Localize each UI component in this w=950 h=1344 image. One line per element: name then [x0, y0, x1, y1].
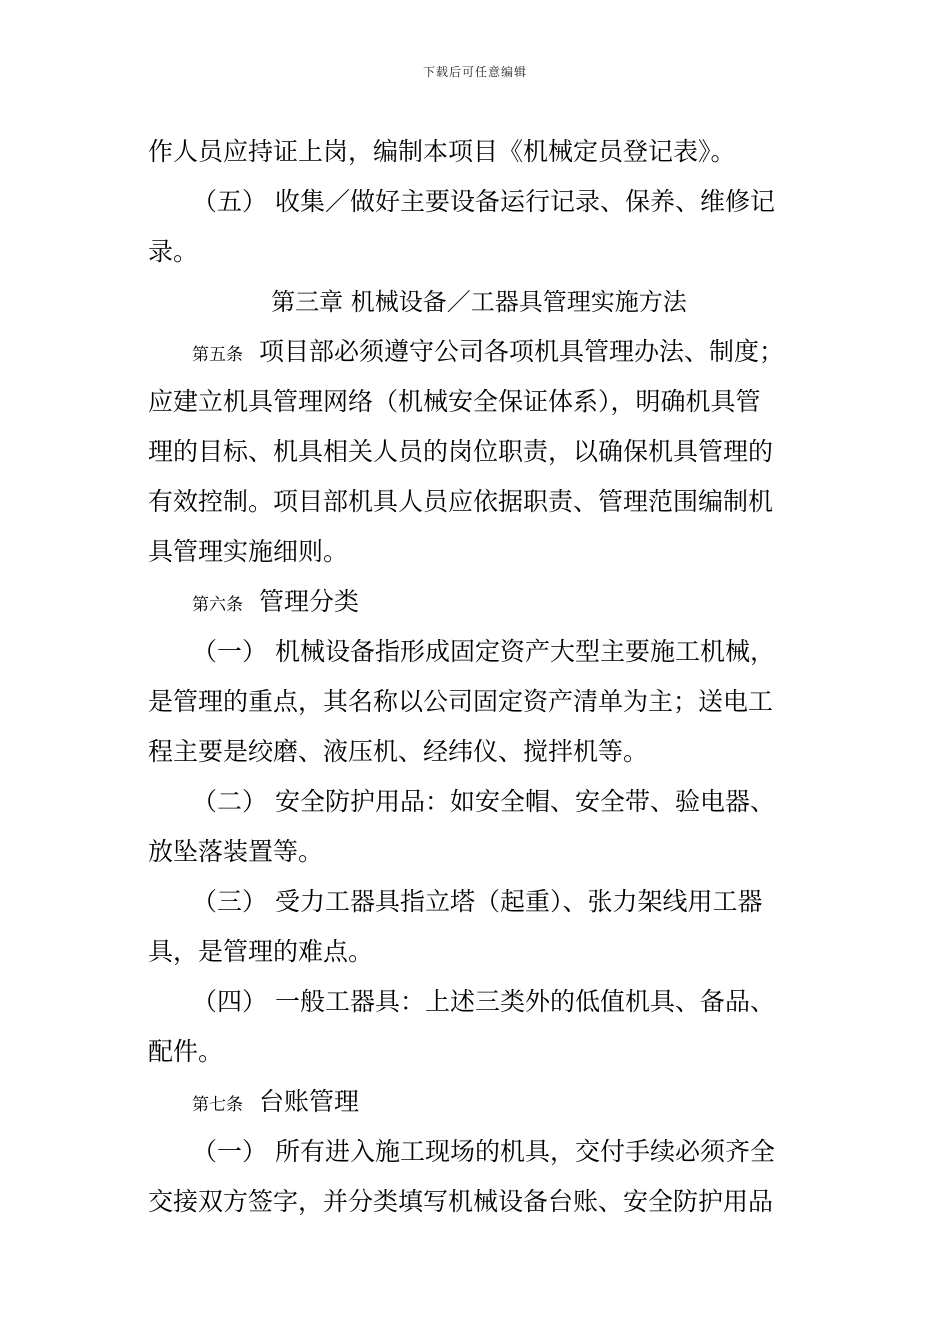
paragraph-line: 程主要是绞磨、液压机、经纬仪、搅拌机等。 — [148, 737, 649, 766]
item-two-line: （二） 安全防护用品：如安全帽、安全带、验电器、 — [192, 787, 775, 816]
article-five-heading — [148, 327, 810, 377]
article-six-heading — [148, 577, 810, 627]
chapter-title: 第三章 机械设备／工器具管理实施方法 — [271, 288, 687, 316]
item-five-line: （五） 收集／做好主要设备运行记录、保养、维修记 — [192, 187, 775, 216]
paragraph-line: 应建立机具管理网络（机械安全保证体系），明确机具管 — [148, 387, 761, 416]
paragraph-line: 具管理实施细则。 — [148, 537, 349, 566]
article-number: 第七条 — [192, 1095, 243, 1115]
item-four-line: （四） 一般工器具：上述三类外的低值机具、备品、 — [192, 987, 775, 1016]
paragraph-line: 理的目标、机具相关人员的岗位职责，以确保机具管理的 — [148, 437, 774, 466]
paragraph-line: 是管理的重点，其名称以公司固定资产清单为主；送电工 — [148, 687, 774, 716]
article-title: 管理分类 — [259, 587, 360, 616]
item-three-line: （三） 受力工器具指立塔（起重）、张力架线用工器 — [192, 887, 763, 916]
article-number: 第六条 — [192, 595, 243, 615]
paragraph-line: 作人员应持证上岗，编制本项目《机械定员登记表》。 — [148, 137, 736, 166]
paragraph-line: 具，是管理的难点。 — [148, 937, 374, 966]
paragraph-line: 录。 — [148, 237, 199, 266]
paragraph-line: 交接双方签字，并分类填写机械设备台账、安全防护用品 — [148, 1187, 774, 1216]
paragraph-line: 放坠落装置等。 — [148, 837, 324, 866]
article-title: 台账管理 — [259, 1087, 360, 1116]
item-one-line: （一） 所有进入施工现场的机具，交付手续必须齐全 — [192, 1137, 775, 1166]
paragraph-line: 有效控制。项目部机具人员应依据职责、管理范围编制机 — [148, 487, 774, 516]
article-text: 项目部必须遵守公司各项机具管理办法、制度； — [259, 337, 785, 366]
article-seven-heading — [148, 1077, 810, 1127]
item-one-line: （一） 机械设备指形成固定资产大型主要施工机械， — [192, 637, 775, 666]
page-header: 下载后可任意编辑 — [422, 65, 527, 79]
document-body — [148, 127, 810, 1227]
paragraph-line: 配件。 — [148, 1037, 224, 1066]
article-number: 第五条 — [192, 345, 243, 365]
